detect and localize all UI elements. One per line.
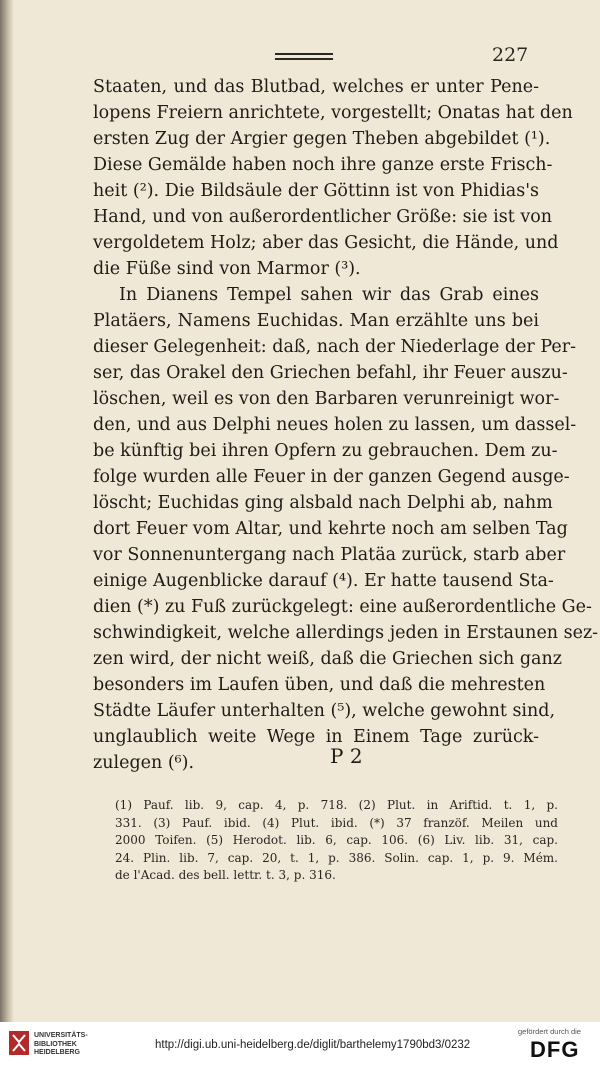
- header-rule-bottom: [275, 58, 333, 60]
- text-line: Hand, und von außerordentlicher Größe: sie ist von: [93, 207, 553, 227]
- funded-by-label: gefördert durch die: [518, 1027, 581, 1036]
- footnote-line: (1) Pauf. lib. 9, cap. 4, p. 718. (2) Plut. in Ariftid. t. 1, p.: [115, 798, 558, 812]
- page-gutter-shadow: [0, 0, 14, 1022]
- institution-line: HEIDELBERG: [34, 1049, 80, 1056]
- text-line: vergoldetem Holz; aber das Gesicht, die Hände, und: [93, 233, 559, 253]
- text-line: ser, das Orakel den Griechen befahl, ihr Feuer auszu-: [93, 363, 568, 383]
- footnote-line: de l'Acad. des bell. lettr. t. 3, p. 316.: [115, 868, 336, 882]
- institution-name: [34, 1032, 88, 1058]
- text-line: Diese Gemälde haben noch ihre ganze erste Frisch-: [93, 155, 553, 175]
- text-line: löschen, weil es von den Barbaren verunreinigt wor-: [93, 389, 560, 409]
- text-line: schwindigkeit, welche allerdings jeden in Erstaunen sez-: [93, 623, 599, 643]
- footnote-line: 24. Plin. lib. 7, cap. 20, t. 1, p. 386. Solin. cap. 1, p. 9. Mém.: [115, 850, 558, 865]
- footnote-line: 331. (3) Pauf. ibid. (4) Plut. ibid. (*) 37 franzöf. Meilen und: [115, 815, 558, 830]
- text-line: den, und aus Delphi neues holen zu lassen, um dassel-: [93, 415, 577, 435]
- university-library-logo-icon: [8, 1030, 30, 1056]
- body-text: [93, 74, 599, 776]
- text-line: löscht; Euchidas ging alsbald nach Delphi ab, nahm: [93, 493, 553, 513]
- text-line: be künftig bei ihren Opfern zu gebrauchen. Dem zu-: [93, 441, 558, 461]
- text-line: unglaublich weite Wege in Einem Tage zurück-: [93, 727, 539, 747]
- page-number: 227: [492, 44, 529, 66]
- text-line: einige Augenblicke darauf (⁴). Er hatte tausend Sta-: [93, 571, 554, 591]
- text-line: ersten Zug der Argier gegen Theben abgebildet (¹).: [93, 129, 551, 149]
- text-line: besonders im Laufen üben, und daß die mehresten: [93, 675, 546, 695]
- text-line: dort Feuer vom Altar, und kehrte noch am selben Tag: [93, 519, 568, 539]
- institution-line: BIBLIOTHEK: [34, 1040, 77, 1048]
- text-line: lopens Freiern anrichtete, vorgestellt; Onatas hat den: [93, 103, 573, 123]
- text-line: heit (²). Die Bildsäule der Göttinn ist von Phidias's: [93, 181, 539, 201]
- signature-mark: P 2: [330, 744, 363, 768]
- text-line: dieser Gelegenheit: daß, nach der Niederlage der Per-: [93, 337, 576, 357]
- text-line: zulegen (⁶).: [93, 753, 195, 773]
- text-line: vor Sonnenuntergang nach Platäa zurück, starb aber: [93, 545, 566, 565]
- dfg-logo[interactable]: DFG: [530, 1037, 580, 1062]
- footnotes: [115, 797, 558, 885]
- text-line: folge wurden alle Feuer in der ganzen Gegend ausge-: [93, 467, 570, 487]
- text-line: dien (*) zu Fuß zurückgelegt: eine außerordentliche Ge-: [93, 597, 592, 617]
- permalink-url[interactable]: http://digi.ub.uni-heidelberg.de/diglit/barthelemy1790bd3/0232: [155, 1039, 471, 1051]
- text-line: Platäers, Namens Euchidas. Man erzählte uns bei: [93, 311, 539, 331]
- text-line: die Füße sind von Marmor (³).: [93, 259, 361, 279]
- text-line: Städte Läufer unterhalten (⁵), welche gewohnt sind,: [93, 701, 556, 721]
- text-line: Staaten, und das Blutbad, welches er unter Pene-: [93, 77, 539, 97]
- institution-line: UNIVERSITÄTS-: [34, 1032, 88, 1039]
- text-line: In Dianens Tempel sahen wir das Grab eines: [119, 285, 539, 305]
- header-rule-top: [275, 53, 333, 55]
- text-line: zen wird, der nicht weiß, daß die Griechen sich ganz: [93, 649, 562, 669]
- footnote-line: 2000 Toifen. (5) Herodot. lib. 6, cap. 106. (6) Liv. lib. 31, cap.: [115, 833, 558, 847]
